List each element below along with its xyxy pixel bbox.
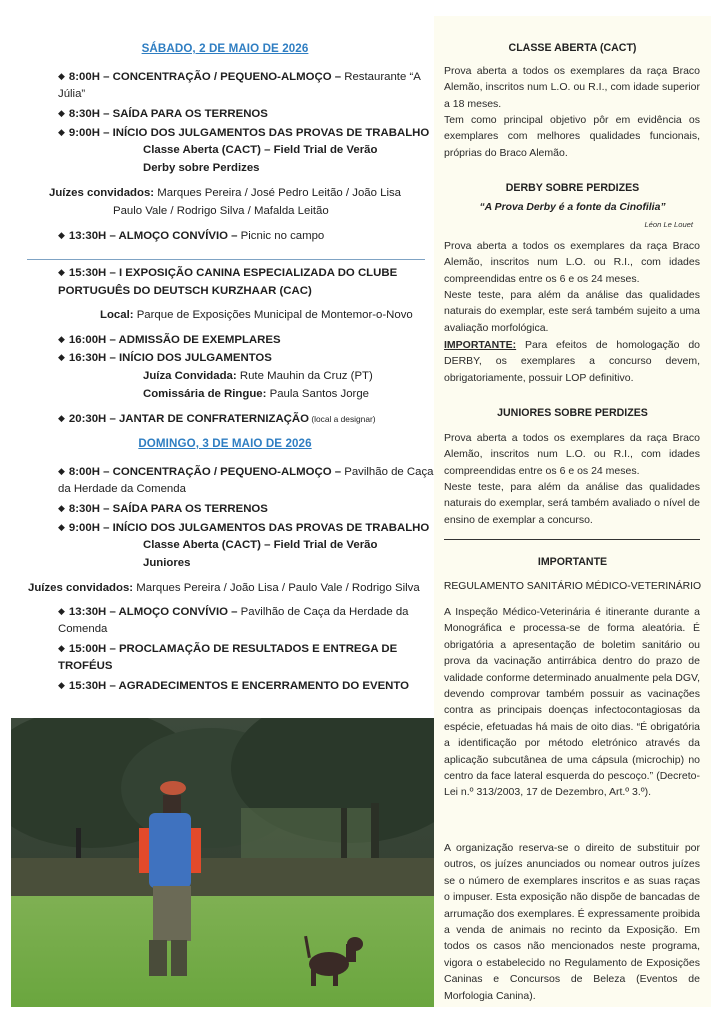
expo-dinner: ◆ 20:30H – JANTAR DE CONFRATERNIZAÇÃO (local a designar)	[58, 409, 376, 429]
juniores-text-2: Neste teste, para além da análise das qualidades naturais do exemplar, será também avaliado o nível de ensino de exemplar a concurso.	[444, 481, 700, 526]
info-panel	[434, 16, 711, 1007]
juniores-text-1: Prova aberta a todos os exemplares da raça Braco Alemão, inscritos num L.O. ou R.I., com idades compreendidas entre os 6 e os 24 meses.	[444, 432, 700, 477]
regulation-title: REGULAMENTO SANITÁRIO MÉDICO-VETERINÁRIO	[443, 581, 702, 592]
expo-admission: ◆ 16:00H – ADMISSÃO DE EXEMPLARES	[58, 330, 281, 350]
sat-item-lunch: ◆ 13:30H – ALMOÇO CONVÍVIO – Picnic no campo	[58, 226, 324, 246]
derby-text-1: Prova aberta a todos os exemplares da raça Braco Alemão, inscritos num L.O. ou R.I., com idades compreendidas entre os 6 e os 24 meses.	[444, 240, 700, 285]
diamond-bullet-icon: ◆	[58, 522, 65, 532]
field-trial-photo	[11, 718, 436, 1007]
sat-class-1: Classe Aberta (CACT) – Field Trial de Verão	[143, 144, 378, 156]
sat-item-breakfast: ◆ 8:00H – CONCENTRAÇÃO / PEQUENO-ALMOÇO – Restaurante “A	[58, 67, 421, 87]
cact-title: CLASSE ABERTA (CACT)	[508, 42, 637, 54]
derby-quote: “A Prova Derby é a fonte da Cinofilia”	[479, 202, 666, 213]
sat-item-departure: ◆ 8:30H – SAÍDA PARA OS TERRENOS	[58, 104, 268, 124]
juniores-title: JUNIORES SOBRE PERDIZES	[497, 407, 648, 419]
derby-quote-author: Léon Le Louet	[644, 220, 693, 229]
diamond-bullet-icon: ◆	[58, 267, 65, 277]
diamond-bullet-icon: ◆	[58, 71, 65, 81]
diamond-bullet-icon: ◆	[58, 466, 65, 476]
derby-title: DERBY SOBRE PERDIZES	[505, 182, 640, 194]
sunday-date-heading: DOMINGO, 3 DE MAIO DE 2026	[138, 437, 312, 450]
derby-important: IMPORTANTE: Para efeitos de homologação do DERBY, os exemplares a concurso devem, obrigatoriamente, possuir LOP definitivo.	[444, 339, 700, 384]
sun-item-departure: ◆ 8:30H – SAÍDA PARA OS TERRENOS	[58, 499, 268, 519]
sun-item-results-cont: TROFÉUS	[58, 660, 113, 672]
sat-item-judging: ◆ 9:00H – INÍCIO DOS JULGAMENTOS DAS PROVAS DE TRABALHO	[58, 123, 429, 143]
diamond-bullet-icon: ◆	[58, 643, 65, 653]
important-title: IMPORTANTE	[537, 556, 608, 568]
sun-item-lunch: ◆ 13:30H – ALMOÇO CONVÍVIO – Pavilhão de Caça da Herdade da	[58, 602, 409, 622]
sat-class-2: Derby sobre Perdizes	[143, 162, 260, 174]
sun-item-breakfast: ◆ 8:00H – CONCENTRAÇÃO / PEQUENO-ALMOÇO – Pavilhão de Caça	[58, 462, 434, 482]
regulation-text: A Inspeção Médico-Veterinária é itinerante durante a Monográfica e processa-se de forma aleatória. É obrigatória a apresentação de boletim sanitário ou prova da vacinação antirrábica dentro do prazo de validade conforme determinado anualmente pela DGV, devendo comprovar também possuir as vacinações contra as principais doenças infectocontagiosas da espécie, efetuadas há mais de oito dias. “É obrigatória a identificação por método eletrónico através da aplicação subcutânea de uma cápsula (microchip) no centro da face lateral esquerda do pescoço.” (Decreto-Lei n.º 313/2003, 17 de Dezembro, Art.º 3.º).	[444, 606, 700, 799]
sun-item-closing: ◆ 15:30H – AGRADECIMENTOS E ENCERRAMENTO DO EVENTO	[58, 676, 409, 696]
expo-ring-steward: Comissária de Ringue: Paula Santos Jorge	[143, 388, 370, 400]
diamond-bullet-icon: ◆	[58, 413, 65, 423]
sun-item-judging: ◆ 9:00H – INÍCIO DOS JULGAMENTOS DAS PROVAS DE TRABALHO	[58, 518, 429, 538]
diamond-bullet-icon: ◆	[58, 127, 65, 137]
diamond-bullet-icon: ◆	[58, 230, 65, 240]
sat-judges-line1: Juízes convidados: Marques Pereira / José Pedro Leitão / João Lisa	[49, 187, 402, 199]
diamond-bullet-icon: ◆	[58, 606, 65, 616]
cact-text-1: Prova aberta a todos os exemplares da raça Braco Alemão, inscritos num L.O. ou R.I., com idade superior a 18 meses.	[444, 65, 700, 110]
derby-important-label: IMPORTANTE:	[444, 339, 517, 351]
sat-item-breakfast-cont: Júlia”	[58, 88, 86, 100]
sun-item-breakfast-cont: da Herdade da Comenda	[58, 483, 186, 495]
sun-class-2: Juniores	[143, 557, 191, 569]
diamond-bullet-icon: ◆	[58, 352, 65, 362]
expo-judging: ◆ 16:30H – INÍCIO DOS JULGAMENTOS	[58, 348, 272, 368]
sun-class-1: Classe Aberta (CACT) – Field Trial de Verão	[143, 539, 378, 551]
diamond-bullet-icon: ◆	[58, 680, 65, 690]
organization-text: A organização reserva-se o direito de substituir por outros, os juízes anunciados ou nomear outros juízes se o número de exemplares inscritos e as suas raças o impuser. Esta exposição não dispõe de bancadas de arrumação dos exemplares. É expressamente proibida a venda de animais no recinto da Exposição. Em todos os casos não mencionados neste programa, vigora o estabelecido no Regulamento de Exposições Caninas e Concursos de Beleza (Eventos de Morfologia Canina).	[444, 842, 700, 1002]
sun-judges: Juízes convidados: Marques Pereira / João Lisa / Paulo Vale / Rodrigo Silva	[28, 582, 420, 594]
expo-judge: Juíza Convidada: Rute Mauhin da Cruz (PT)	[143, 370, 373, 382]
expo-title-line1: ◆ 15:30H – I EXPOSIÇÃO CANINA ESPECIALIZADA DO CLUBE	[58, 263, 397, 283]
saturday-date-heading: SÁBADO, 2 DE MAIO DE 2026	[141, 42, 309, 55]
diamond-bullet-icon: ◆	[58, 108, 65, 118]
sun-item-results: ◆ 15:00H – PROCLAMAÇÃO DE RESULTADOS E ENTREGA DE	[58, 639, 397, 659]
expo-local: Local: Parque de Exposições Municipal de Montemor-o-Novo	[100, 309, 413, 321]
panel-divider-rule	[444, 539, 700, 540]
cact-text-2: Tem como principal objetivo pôr em evidência os exemplares com melhores qualidades funcionais, próprias do Braco Alemão.	[444, 114, 700, 159]
section-divider	[27, 259, 425, 260]
expo-title-line2: PORTUGUÊS DO DEUTSCH KURZHAAR (CAC)	[58, 285, 312, 297]
sat-judges-line2: Paulo Vale / Rodrigo Silva / Mafalda Leitão	[113, 205, 329, 217]
diamond-bullet-icon: ◆	[58, 334, 65, 344]
sun-item-lunch-cont: Comenda	[58, 623, 108, 635]
derby-text-2: Neste teste, para além da análise das qualidades naturais do exemplar, este será também sujeito a uma avaliação morfológica.	[444, 289, 700, 334]
diamond-bullet-icon: ◆	[58, 503, 65, 513]
